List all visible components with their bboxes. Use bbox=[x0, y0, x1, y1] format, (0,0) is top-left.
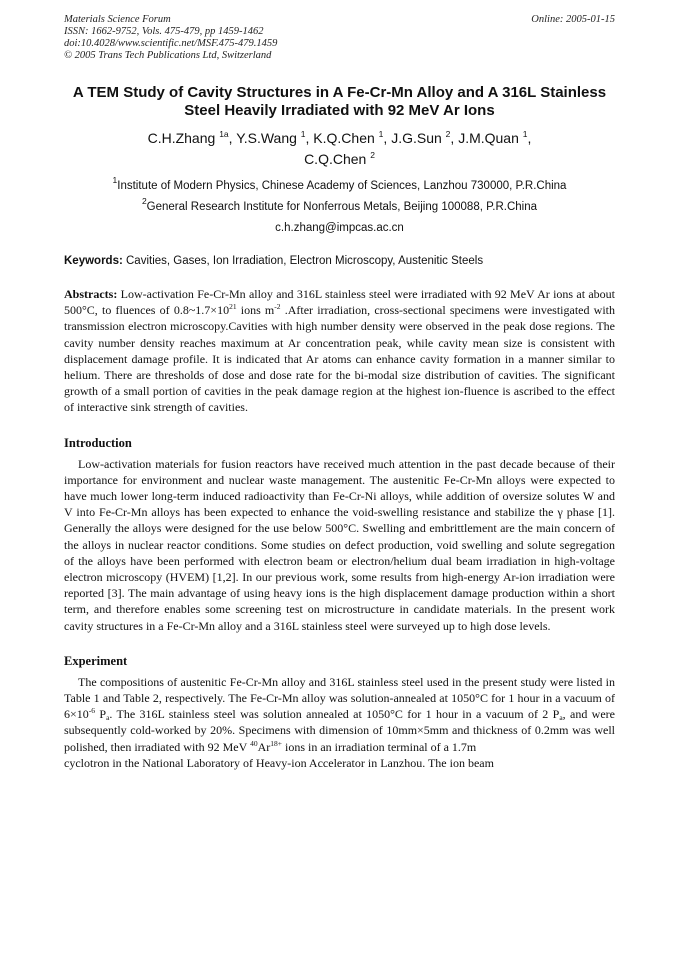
keywords-label: Keywords: bbox=[64, 255, 123, 267]
author-list: C.H.Zhang $^{1a}$, Y.S.Wang $^1$, K.Q.Chen $^1$, J.G.Sun $^2$, J.M.Quan $^1$, C.Q.Chen $^2$ bbox=[147, 129, 532, 167]
experiment-heading: Experiment bbox=[64, 653, 128, 668]
paper-title: A TEM Study of Cavity Structures in A Fe-Cr-Mn Alloy and A 316L Stainless Steel Heavily Irradiated with 92 MeV Ar Ions bbox=[72, 84, 607, 119]
experiment-superscript: -6 bbox=[88, 706, 96, 716]
experiment-superscript: 18+ bbox=[270, 738, 282, 748]
affiliation-1 bbox=[64, 176, 615, 197]
journal-name: Materials Science Forum bbox=[64, 14, 171, 25]
introduction-paragraph: Low-activation materials for fusion reactors have received much attention in the past decade because of their importance for environment and nuclear waste management. The austenitic Fe-Cr-Mn alloys were expected to have much lower long-term induced radioactivity than Fe-Cr-Ni alloys, while addition of oversize solutes W and V into Fe-Cr-Mn alloys has been expected to enhance the void-swelling resistance and stabilize the γ phase [1]. Generally the alloys were designed for the use below 500°C. Swelling and embrittlement are the main concern of the alloys in nuclear reactor conditions. Some studies on defect production, void swelling and solute segregation of the alloys have been performed with electron beam or electron/helium dual beam irradiation in high-voltage electron microscopy (HVEM) [1,2]. In our previous work, some results from high-energy Ar-ion irradiation were reported [3]. The main advantage of using heavy ions is the high displacement damage production within a short term, and therefore enables some screening test on microstructure in candidate materials. In the present work cavity structures in a Fe-Cr-Mn alloy and a 316L stainless steel were surveyed up to high dose levels. bbox=[64, 456, 615, 633]
experiment-subscript: a bbox=[559, 713, 563, 723]
author-affiliation-mark: 1 bbox=[522, 129, 528, 139]
affiliation-mark: 2 bbox=[141, 196, 147, 206]
author-name: J.G.Sun bbox=[391, 130, 442, 146]
abstract-label: Abstracts: bbox=[64, 287, 118, 301]
affiliation-text: General Research Institute for Nonferrous Metals, Beijing 100088, P.R.China bbox=[146, 201, 538, 213]
experiment-text: . The 316L stainless steel was solution annealed at 1050°C for 1 hour in a vacuum of 2 P bbox=[109, 707, 560, 722]
experiment-superscript: 40 bbox=[250, 738, 258, 748]
author-name: J.M.Quan bbox=[458, 130, 519, 146]
abstract-superscript: 21 bbox=[229, 302, 237, 312]
online-date: Online: 2005-01-15 bbox=[531, 14, 615, 25]
abstract-paragraph bbox=[64, 286, 615, 416]
author-name: Y.S.Wang bbox=[236, 130, 297, 146]
affiliation-mark: 1 bbox=[112, 175, 118, 185]
paper-page bbox=[64, 14, 615, 771]
author-name: C.Q.Chen bbox=[304, 151, 367, 167]
introduction-heading: Introduction bbox=[64, 435, 132, 450]
experiment-text: ions in an irradiation terminal of a 1.7m bbox=[281, 739, 477, 754]
author-name: C.H.Zhang bbox=[147, 130, 216, 146]
experiment-paragraph-continued: cyclotron in the National Laboratory of Heavy-ion Accelerator in Lanzhou. The ion beam bbox=[64, 755, 494, 770]
copyright-line: © 2005 Trans Tech Publications Ltd, Switzerland bbox=[64, 50, 272, 61]
affiliations bbox=[64, 176, 615, 239]
keywords bbox=[64, 254, 615, 268]
abstract-text: ions m bbox=[236, 303, 275, 318]
abstract-superscript: -2 bbox=[274, 302, 281, 312]
author-affiliation-mark: 2 bbox=[370, 150, 375, 160]
keywords-text: Cavities, Gases, Ion Irradiation, Electron Microscopy, Austenitic Steels bbox=[126, 255, 484, 267]
doi-line: doi:10.4028/www.scientific.net/MSF.475-479.1459 bbox=[64, 38, 278, 49]
experiment-text: , and were subsequently cold-worked by 20%. Specimens with dimension of 10mm×5mm and thickness of 0.2mm was well polished, then irradiated with 92 MeV bbox=[64, 707, 616, 754]
issn-line: ISSN: 1662-9752, Vols. 475-479, pp 1459-1462 bbox=[64, 26, 264, 37]
experiment-text: Ar bbox=[257, 739, 271, 754]
author-affiliation-mark: 1a bbox=[219, 129, 229, 139]
author-name: K.Q.Chen bbox=[313, 130, 375, 146]
email-address: c.h.zhang@impcas.ac.cn bbox=[275, 222, 404, 234]
experiment-text: P bbox=[95, 707, 107, 722]
author-affiliation-mark: 1 bbox=[378, 129, 384, 139]
author-affiliation-mark: 1 bbox=[300, 129, 306, 139]
author-affiliation-mark: 2 bbox=[445, 129, 451, 139]
experiment-text: The compositions of austenitic Fe-Cr-Mn alloy and 316L stainless steel used in the present study were listed in Table 1 and Table 2, respectively. The Fe-Cr-Mn alloy was solution-annealed at 1050°C for 1 hour in a vacuum of 6×10 bbox=[64, 674, 615, 722]
affiliation-text: Institute of Modern Physics, Chinese Academy of Sciences, Lanzhou 730000, P.R.China bbox=[117, 180, 567, 192]
experiment-paragraph bbox=[64, 674, 615, 755]
header-row bbox=[64, 14, 615, 26]
experiment-subscript: a bbox=[106, 713, 110, 723]
abstract-text: .After irradiation, cross-sectional specimens were investigated with transmission electron microscopy.Cavities with high number density were observed in the peak dose regions. The cavity number density reaches maximum at Ar concentration peak, while cavity mean size is consistent with displacement damage profile. It is indicated that Ar atoms can enhance cavity formation in a manner similar to helium. There are thresholds of dose and dose rate for the bi-modal size distribution of cavities. The significant growth of a small portion of cavities in the peak damage region at the highest ion-fluence is ascribed to the effect of interactive sink strength of cavities. bbox=[64, 303, 615, 415]
abstract-text: Low-activation Fe-Cr-Mn alloy and 316L stainless steel were irradiated with 92 MeV Ar ions at about 500°C, to fluences of 0.8~1.7×10 bbox=[64, 287, 615, 318]
affiliation-2 bbox=[64, 197, 615, 218]
